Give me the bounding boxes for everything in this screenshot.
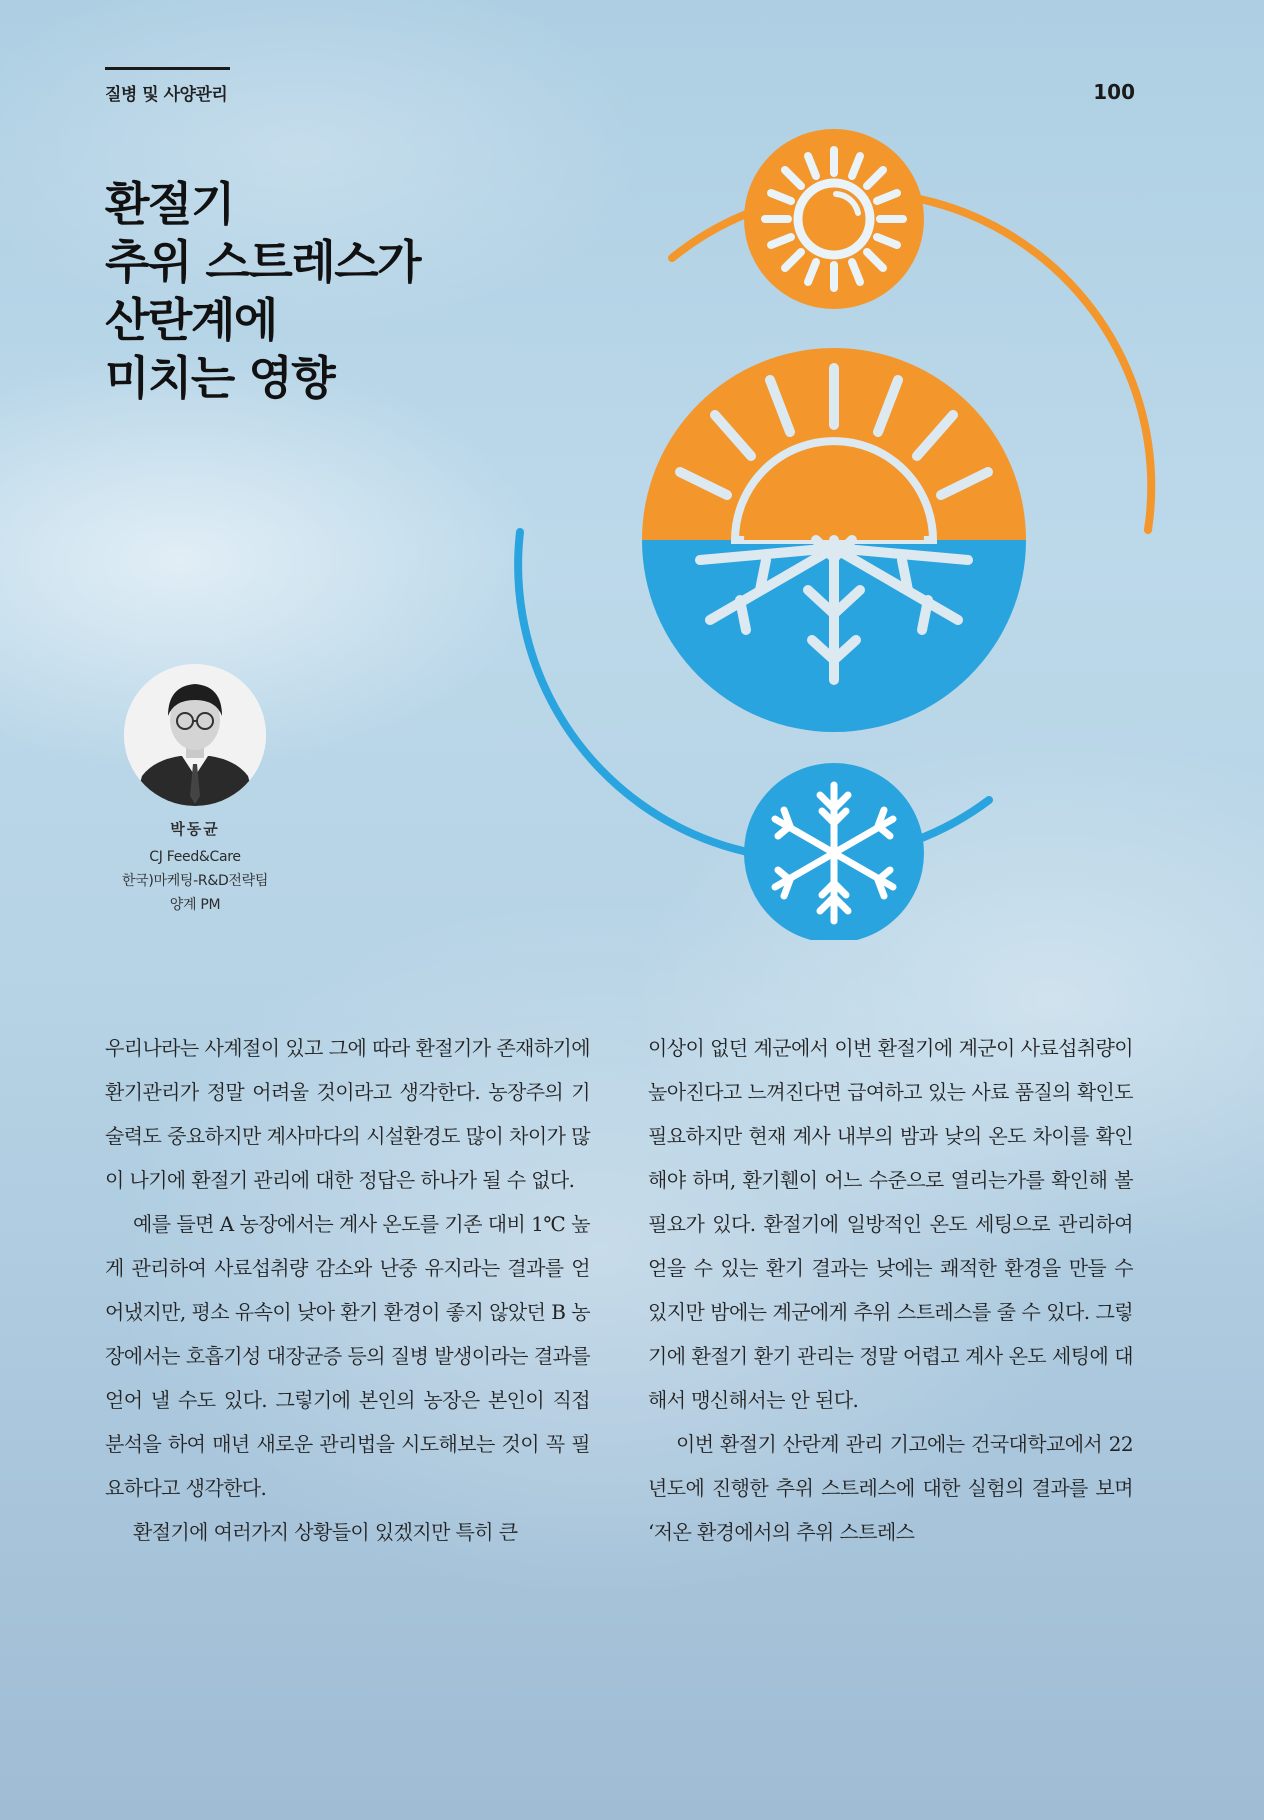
sun-snowflake-illustration <box>500 120 1180 940</box>
author-photo <box>124 664 266 806</box>
title-line: 산란계에 <box>105 293 277 347</box>
title-line: 추위 스트레스가 <box>105 235 421 289</box>
body-column-right <box>648 1026 1133 1554</box>
author-role: 양계 PM <box>169 897 221 913</box>
paragraph: 우리나라는 사계절이 있고 그에 따라 환절기가 존재하기에 환기관리가 정말 어려울 것이라고 생각한다. 농장주의 기술력도 중요하지만 계사마다의 시설환경도 많이 차이가 많이 나기에 환절기 관리에 대한 정답은 하나가 될 수 없다. <box>105 1036 590 1192</box>
section-label: 질병 및 사양관리 <box>105 85 228 105</box>
paragraph: 환절기에 여러가지 상황들이 있겠지만 특히 큰 <box>133 1520 518 1544</box>
article-title <box>105 175 420 407</box>
paragraph: 예를 들면 A 농장에서는 계사 온도를 기존 대비 1℃ 높게 관리하여 사료섭취량 감소와 난중 유지라는 결과를 얻어냈지만, 평소 유속이 낮아 환기 환경이 좋지 않았던 B 농장에서는 호흡기성 대장균증 등의 질병 발생이라는 결과를 얻어 낼 수도 있다. 그렇기에 본인의 농장은 본인이 직접 분석을 하여 매년 새로운 관리법을 시도해보는 것이 꼭 필요하다고 생각한다. <box>105 1212 590 1500</box>
paragraph: 이상이 없던 계군에서 이번 환절기에 계군이 사료섭취량이 높아진다고 느껴진다면 급여하고 있는 사료 품질의 확인도 필요하지만 현재 계사 내부의 밤과 낮의 온도 차이를 확인해야 하며, 환기휀이 어느 수준으로 열리는가를 확인해 볼 필요가 있다. 환절기에 일방적인 온도 세팅으로 관리하여 얻을 수 있는 환기 결과는 낮에는 쾌적한 환경을 만들 수 있지만 밤에는 계군에게 추위 스트레스를 줄 수 있다. 그렇기에 환절기 환기 관리는 정말 어렵고 계사 온도 세팅에 대해서 맹신해서는 안 된다. <box>648 1036 1133 1412</box>
section-rule <box>105 67 230 70</box>
paragraph: 이번 환절기 산란계 관리 기고에는 건국대학교에서 22년도에 진행한 추위 스트레스에 대한 실험의 결과를 보며 ‘저온 환경에서의 추위 스트레스 <box>648 1432 1133 1544</box>
author-name: 박동균 <box>170 820 220 838</box>
author-team: 한국)마케팅-R&D전략팀 <box>121 873 269 889</box>
body-column-left <box>105 1026 590 1554</box>
day-night-emblem <box>642 348 1026 732</box>
author-info <box>60 818 330 917</box>
small-snowflake-icon <box>744 763 924 940</box>
title-line: 미치는 영향 <box>105 351 335 405</box>
page-number: 100 <box>1093 80 1135 104</box>
small-sun-icon <box>744 129 924 309</box>
title-line: 환절기 <box>105 177 234 231</box>
author-company: CJ Feed&Care <box>149 849 241 865</box>
